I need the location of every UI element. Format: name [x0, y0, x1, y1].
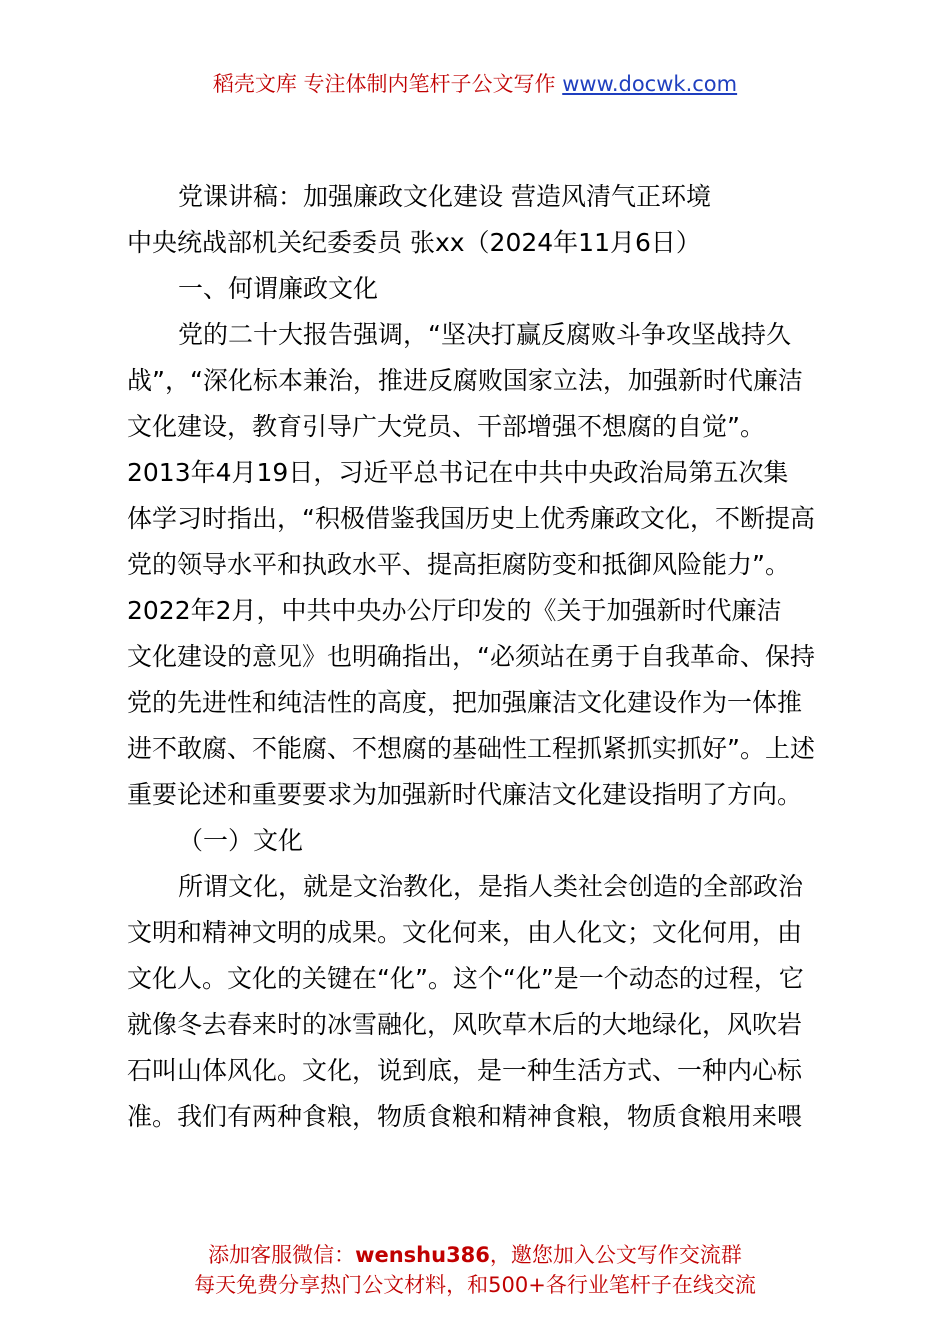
- author-line: 中央统战部机关纪委委员 张xx（2024年11月6日）: [127, 228, 701, 257]
- page-header: [0, 70, 950, 98]
- footer-contact-prefix: 添加客服微信：: [208, 1243, 356, 1267]
- footer-wechat-id: wenshu386: [355, 1243, 490, 1267]
- paragraph-line: 文化人。文化的关键在“化”。这个“化”是一个动态的过程，它: [127, 964, 804, 993]
- document-title: 党课讲稿：加强廉政文化建设 营造风清气正环境: [178, 182, 711, 211]
- paragraph-line: 石叫山体风化。文化，说到底，是一种生活方式、一种内心标: [127, 1056, 803, 1085]
- footer-line-promo: 每天免费分享热门公文材料，和500+各行业笔杆子在线交流: [194, 1273, 756, 1297]
- paragraph-line: 党的二十大报告强调，“坚决打赢反腐败斗争攻坚战持久: [178, 320, 791, 349]
- paragraph-line: 文明和精神文明的成果。文化何来，由人化文；文化何用，由: [127, 918, 803, 947]
- paragraph-line: 准。我们有两种食粮，物质食粮和精神食粮，物质食粮用来喂: [127, 1102, 803, 1131]
- paragraph-line: 党的领导水平和执政水平、提高拒腐防变和抵御风险能力”。: [127, 550, 790, 579]
- paragraph-line: 重要论述和重要要求为加强新时代廉洁文化建设指明了方向。: [127, 780, 803, 809]
- page-footer: [0, 1240, 950, 1300]
- section-heading: 一、何谓廉政文化: [178, 274, 379, 303]
- paragraph-line: 所谓文化，就是文治教化，是指人类社会创造的全部政治: [178, 872, 804, 901]
- paragraph-line: 2013年4月19日，习近平总书记在中共中央政治局第五次集: [127, 458, 789, 487]
- header-site-link[interactable]: www.docwk.com: [562, 72, 738, 96]
- paragraph-line: 进不敢腐、不能腐、不想腐的基础性工程抓紧抓实抓好”。上述: [127, 734, 815, 763]
- paragraph-line: 党的先进性和纯洁性的高度，把加强廉洁文化建设作为一体推: [127, 688, 803, 717]
- document-body: [127, 174, 827, 1140]
- subsection-heading: （一）文化: [178, 826, 304, 855]
- paragraph-line: 战”，“深化标本兼治，推进反腐败国家立法，加强新时代廉洁: [127, 366, 803, 395]
- header-brand-text: 稻壳文库 专注体制内笔杆子公文写作: [212, 72, 563, 96]
- footer-contact-suffix: ，邀您加入公文写作交流群: [489, 1243, 742, 1267]
- paragraph-line: 2022年2月，中共中央办公厅印发的《关于加强新时代廉洁: [127, 596, 782, 625]
- paragraph-line: 就像冬去春来时的冰雪融化，风吹草木后的大地绿化，风吹岩: [127, 1010, 803, 1039]
- paragraph-line: 文化建设的意见》也明确指出，“必须站在勇于自我革命、保持: [127, 642, 815, 671]
- footer-line-contact: [0, 1240, 950, 1270]
- paragraph-line: 文化建设，教育引导广大党员、干部增强不想腐的自觉”。: [127, 412, 765, 441]
- paragraph-line: 体学习时指出，“积极借鉴我国历史上优秀廉政文化，不断提高: [127, 504, 815, 533]
